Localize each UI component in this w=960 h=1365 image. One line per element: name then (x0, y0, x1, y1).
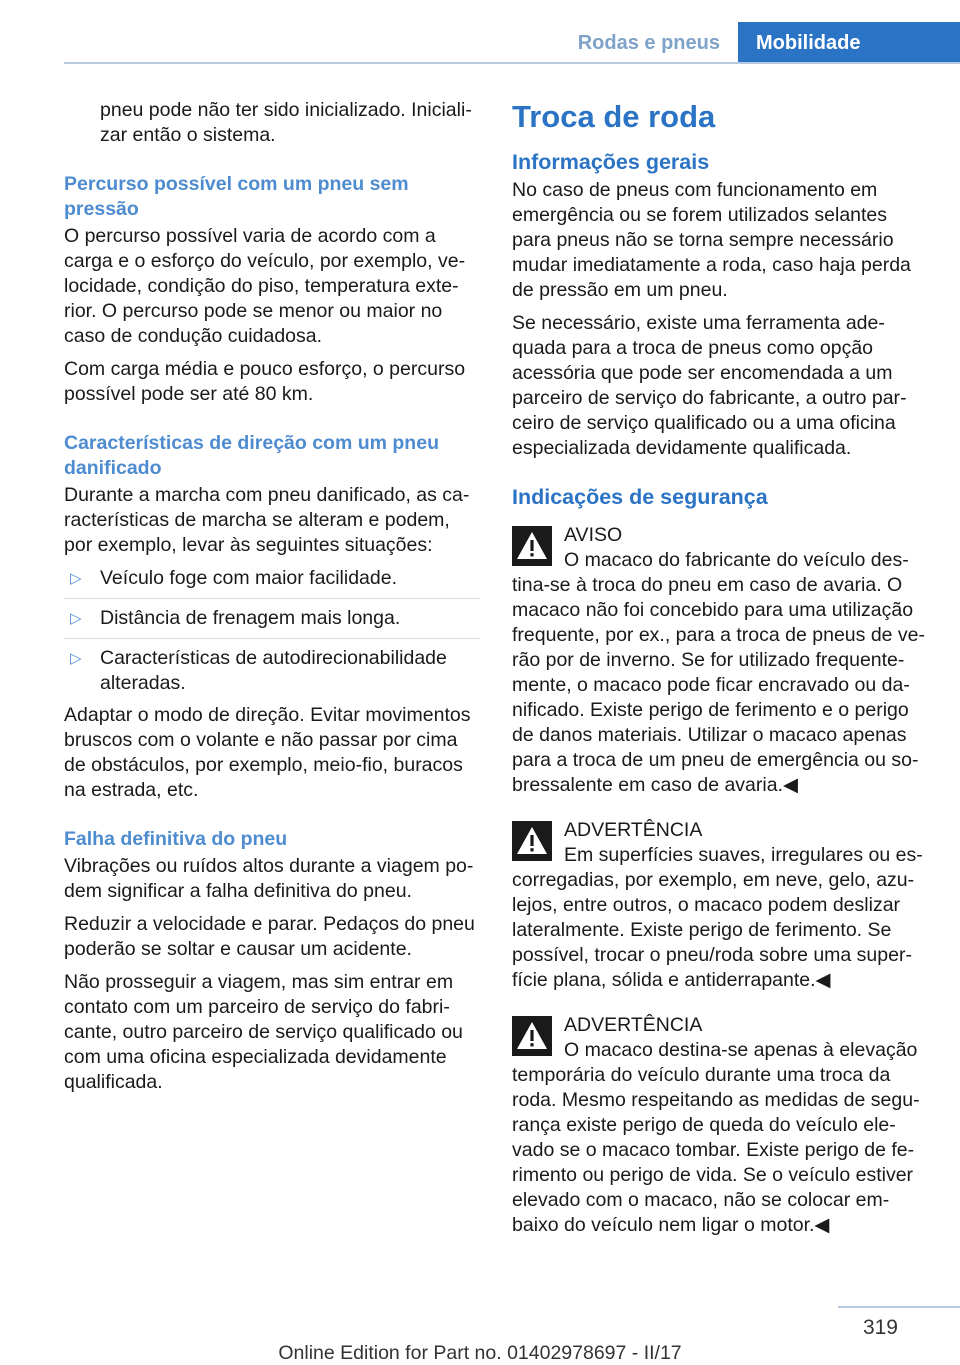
page-number: 319 (862, 1316, 898, 1339)
list-item: ▷ Veículo foge com maior facilidade. (64, 566, 480, 599)
section-heading-tire-failure: Falha definitiva do pneu (64, 828, 288, 850)
paragraph: Vibrações ou ruídos altos durante a viagem podem significar a falha definitiva do pneu. (64, 855, 474, 902)
paragraph: Com carga média e pouco esforço, o percurso possível pode ser até 80 km. (64, 358, 466, 405)
paragraph: Não prosseguir a viagem, mas sim entrar em contato com um parceiro de serviço do fabricante, outro parceiro de serviço qualificado ou com uma oficina especializada devidamente qualificada. (64, 971, 463, 1093)
triangle-bullet-icon: ▷ (70, 650, 82, 667)
page-header (64, 22, 960, 64)
header-chapter-tab: Mobilidade (738, 22, 960, 62)
warning-label: ADVERTÊNCIA (564, 1014, 703, 1036)
paragraph: Se necessário, existe uma ferramenta adequada para a troca de pneus como opção acessória que pode ser encomendada a um parceiro de serviço do fabricante, a outro parceiro de serviço qualificado ou a uma oficina especializada devidamente qualificada. (512, 312, 907, 459)
warning-label: AVISO (564, 524, 623, 546)
warning-block (512, 818, 926, 993)
page-title: Troca de roda (512, 99, 716, 134)
left-column (64, 98, 480, 1103)
list-item: ▷ Características de autodirecionabilidade alteradas. (70, 647, 447, 694)
footer-rule (838, 1306, 960, 1308)
paragraph: No caso de pneus com funcionamento em emergência ou se forem utilizados selantes para pneus não se torna sempre necessário mudar imediatamente a roda, caso haja perda de pressão em um pneu. (512, 179, 911, 301)
section-heading-safety: Indicações de segurança (512, 485, 768, 509)
paragraph: Adaptar o modo de direção. Evitar movimentos bruscos com o volante e não passar por cima de obstáculos, por exemplo, meio-fio, buracos na estrada, etc. (64, 704, 471, 801)
continued-paragraph: pneu pode não ter sido inicializado. Inicializar então o sistema. (100, 99, 472, 146)
paragraph: Reduzir a velocidade e parar. Pedaços do pneu poderão se soltar e causar um acidente. (64, 913, 475, 960)
warning-block (512, 1013, 926, 1238)
warning-triangle-icon (512, 526, 552, 566)
header-section-label: Rodas e pneus (577, 32, 720, 54)
bullet-list (64, 566, 480, 696)
edition-label: Online Edition for Part no. 01402978697 - II/17 (278, 1342, 682, 1364)
warning-text: Em superfícies suaves, irregulares ou escorregadias, por exemplo, em neve, gelo, azulejos, entre outros, o macaco podem deslizar lateralmente. Existe perigo de ferimento. Se possível, trocar o pneu/roda sobre uma superfície plana, sólida e antiderrapante.◀ (512, 844, 923, 991)
right-column (512, 98, 926, 1258)
warning-label: ADVERTÊNCIA (564, 819, 703, 841)
paragraph: O percurso possível varia de acordo com a carga e o esforço do veículo, por exemplo, velocidade, condição do piso, temperatura exterior. O percurso pode se menor ou maior no caso de condução cuidadosa. (64, 225, 466, 347)
section-heading-flat-range: Percurso possível com um pneu sem pressão (64, 173, 409, 220)
warning-block (512, 523, 926, 798)
warning-text: O macaco do fabricante do veículo destina-se à troca do pneu em caso de avaria. O macaco não foi concebido para uma utilização frequente, por ex., para a troca de pneus de verão por de inverno. Se for utilizado frequentemente, o macaco pode ficar encravado ou danificado. Existe perigo de ferimento e o perigo de danos materiais. Utilizar o macaco apenas para a troca de um pneu de emergência ou sobressalente em caso de avaria.◀ (512, 549, 926, 796)
paragraph: Durante a marcha com pneu danificado, as características de marcha se alteram e podem, por exemplo, levar às seguintes situações: (64, 484, 470, 556)
triangle-bullet-icon: ▷ (70, 570, 82, 587)
section-heading-general-info: Informações gerais (512, 150, 710, 174)
warning-triangle-icon (512, 821, 552, 861)
warning-text: O macaco destina-se apenas à elevação temporária do veículo durante uma troca da roda. Mesmo respeitando as medidas de segurança existe perigo de queda do veículo elevado se o macaco tombar. Existe perigo de ferimento ou perigo de vida. Se o veículo estiver elevado com o macaco, não se colocar embaixo do veículo nem ligar o motor.◀ (512, 1039, 920, 1236)
list-item: ▷ Distância de frenagem mais longa. (64, 606, 480, 639)
triangle-bullet-icon: ▷ (70, 610, 82, 627)
warning-triangle-icon (512, 1016, 552, 1056)
section-heading-damaged-tire: Características de direção com um pneu danificado (64, 432, 439, 479)
